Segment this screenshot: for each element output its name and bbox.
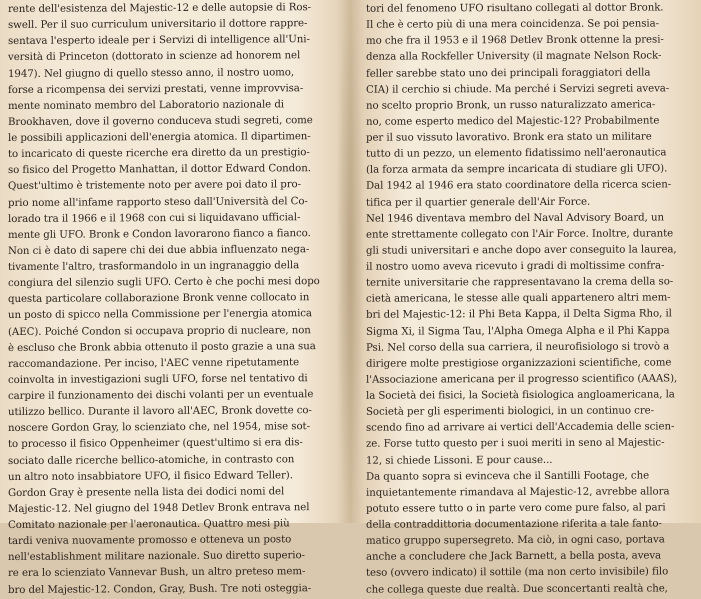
text-line: 12, si chiede Lissoni. E pour cause... xyxy=(366,454,553,467)
text-line: della contraddittoria documentazione riferita a tale fanto- xyxy=(366,518,662,531)
text-line: tifica per il quartier generale dell'Air Force. xyxy=(366,196,591,209)
text-line: to processo il fisico Oppenheimer (quest'ultimo si era dis- xyxy=(8,437,303,451)
text-line: re era lo scienziato Vannevar Bush, un altro preteso mem- xyxy=(8,566,306,580)
text-line: è escluso che Bronk abbia ottenuto il posto grazie a una sua xyxy=(8,340,316,354)
text-line: Gordon Gray è presente nella lista dei dodici nomi del xyxy=(8,486,285,499)
text-line: rente dell'esistenza del Majestic-12 e delle autopsie di Ros- xyxy=(8,2,312,16)
text-line: (AEC). Poiché Condon si occupava proprio di nucleare, non xyxy=(8,324,311,338)
text-line: dirigere molte prestigiose organizzazioni scientifiche, come xyxy=(366,357,672,370)
text-line: anche a concludere che Jack Barnett, a bella posta, aveva xyxy=(366,550,662,563)
text-line: Quest'ultimo è tristemente noto per avere poi dato il pro- xyxy=(8,179,301,193)
text-line: tori del fenomeno UFO risultano collegati al dottor Bronk. xyxy=(366,2,664,15)
text-line: gli studi universitari e anche dopo aver conseguito la laurea, xyxy=(366,244,677,257)
text-line: per il suo vissuto lavorativo. Bronk era stato un militare xyxy=(366,131,652,144)
text-line: utilizzo bellico. Durante il lavoro all'AEC, Bronk dovette co- xyxy=(8,405,312,419)
text-line: coinvolta in investigazioni sugli UFO, forse nel tentativo di xyxy=(8,373,308,386)
text-line: Majestic-12. Nel giugno del 1948 Detlev Bronk entrava nel xyxy=(8,502,310,515)
text-line: 1947). Nel giugno di quello stesso anno, il nostro uomo, xyxy=(8,66,294,80)
text-line: Dal 1942 al 1946 era stato coordinatore della ricerca scien- xyxy=(366,179,672,193)
text-line: cietà americana, le stesse alle quali appartenero altri mem- xyxy=(366,292,671,305)
text-line: ternite universitarie che rappresentavano la crema della so- xyxy=(366,276,674,289)
text-line: questa particolare collaborazione Bronk venne collocato in xyxy=(8,292,310,306)
text-line: carpire il funzionamento dei dischi volanti per un eventuale xyxy=(8,389,314,403)
text-line: forse a ricompensa dei servizi prestati, venne improvvisa- xyxy=(8,82,304,96)
text-line: ze. Forse tutto questo per i suoi meriti in seno al Majestic- xyxy=(366,437,665,451)
text-line: sociato dalle ricerche bellico-atomiche, in contrasto con xyxy=(8,453,295,467)
text-line: denza alla Rockfeller University (il magnate Nelson Rock- xyxy=(366,50,662,64)
text-line: mente nominato membro del Laboratorio nazionale di xyxy=(8,99,284,112)
text-line: Sigma Xi, il Sigma Tau, l'Alpha Omega Alpha e il Phi Kappa xyxy=(366,324,670,338)
text-line: Comitato nazionale per l'aeronautica. Quattro mesi più xyxy=(8,518,290,532)
text-line: il nostro uomo aveva ricevuto i gradi di moltissime confra- xyxy=(366,260,665,273)
text-line: Il che è certo più di una mera coincidenza. Se poi pensia- xyxy=(366,18,659,31)
text-line: Non ci è dato di sapere chi dei due abbia influenzato nega- xyxy=(8,244,310,257)
right-page xyxy=(356,0,701,596)
text-line: l'Associazione americana per il progresso scientifico (AAAS), xyxy=(366,373,678,386)
text-line: (la forza armata da sempre incaricata di studiare gli UFO). xyxy=(366,163,668,176)
text-line: ente strettamente collegato con l'Air Force. Inoltre, durante xyxy=(366,228,674,241)
text-line: un altro noto insabbiatore UFO, il fisico Edward Teller). xyxy=(8,469,293,483)
text-line: lorado tra il 1966 e il 1968 con cui si liquidavano ufficial- xyxy=(8,211,301,225)
text-line: potuto essere tutto o in parte vero come pure falso, al pari xyxy=(366,502,666,515)
text-line: versità di Princeton (dottorato in scienze ad honorem nel xyxy=(8,50,301,64)
text-line: noscere Gordon Gray, lo scienziato che, nel 1954, mise sot- xyxy=(8,421,310,435)
text-line: bro del Majestic-12. Condon, Gray, Bush. Tre noti osteggia- xyxy=(8,582,312,596)
text-line: no, come esperto medico del Majestic-12? Probabilmente xyxy=(366,115,660,128)
text-line: CIA) il cerchio si chiude. Ma perché i Servizi segreti aveva- xyxy=(366,83,670,96)
text-line: swell. Per il suo curriculum universitario il dottore rappre- xyxy=(8,18,308,32)
text-line: le possibili applicazioni dell'energia atomica. Il dipartimen- xyxy=(8,131,311,145)
text-line: raccomandazione. Per inciso, l'AEC venne ripetutamente xyxy=(8,356,300,370)
text-line: mo che fra il 1953 e il 1968 Detlev Bronk ottenne la presi- xyxy=(366,34,664,47)
text-line: Da quanto sopra si evinceva che il Santilli Footage, che xyxy=(366,470,650,483)
text-line: mente gli UFO. Bronk e Condon lavorarono fianco a fianco. xyxy=(8,227,311,241)
text-line: Nel 1946 diventava membro del Naval Advisory Board, un xyxy=(366,212,664,225)
text-line: feller sarebbe stato uno dei principali foraggiatori della xyxy=(366,66,651,80)
text-line: la Società dei fisici, la Società fisiologica angloamericana, la xyxy=(366,389,675,402)
right-page-text xyxy=(366,0,688,598)
text-line: nell'establishment militare nazionale. Suo diretto superio- xyxy=(8,550,305,564)
text-line: so fisico del Progetto Manhattan, il dottor Edward Condon. xyxy=(8,163,311,177)
text-line: to incaricato di queste ricerche era diretto da un prestigio- xyxy=(8,147,310,161)
text-line: sentava l'esperto ideale per i Servizi di intelligence all'Uni- xyxy=(8,34,310,48)
left-page-text xyxy=(8,0,336,599)
text-line: bri del Majestic-12: il Phi Beta Kappa, il Delta Sigma Rho, il xyxy=(366,308,672,322)
left-page xyxy=(0,0,346,596)
text-line: Psi. Nel corso della sua carriera, il neurofisiologo si trovò a xyxy=(366,341,670,354)
text-line: un posto di spicco nella Commissione per l'energia atomica xyxy=(8,308,312,322)
text-line: teso (ovvero indicato) il sottile (ma non certo invisibile) filo xyxy=(366,566,669,580)
text-line: che collega queste due realtà. Due sconcertanti realtà che, xyxy=(366,582,668,596)
text-line: scendo fino ad arrivare ai vertici dell'Accademia delle scien- xyxy=(366,421,675,434)
text-line: Brookhaven, dove il governo conduceva studi segreti, come xyxy=(8,115,313,128)
text-line: Società per gli esperimenti biologici, in un continuo cre- xyxy=(366,405,654,418)
text-line: tardi veniva nuovamente promosso e otteneva un posto xyxy=(8,534,292,548)
text-line: prio nome all'infame rapporto steso dall'Università del Co- xyxy=(8,195,308,209)
text-line: tivamente l'altro, trasformandolo in un ingranaggio della xyxy=(8,260,300,274)
text-line: no scelto proprio Bronk, un russo naturalizzato america- xyxy=(366,99,656,112)
text-line: inquietantemente rimandava al Majestic-12, avrebbe allora xyxy=(366,486,670,499)
text-line: congiura del silenzio sugli UFO. Certo è che pochi mesi dopo xyxy=(8,276,320,290)
text-line: matico gruppo supersegreto. Ma ciò, in ogni caso, portava xyxy=(366,534,665,547)
text-line: tutto di un pezzo, un elemento fidatissimo nell'aeronautica xyxy=(366,147,667,160)
